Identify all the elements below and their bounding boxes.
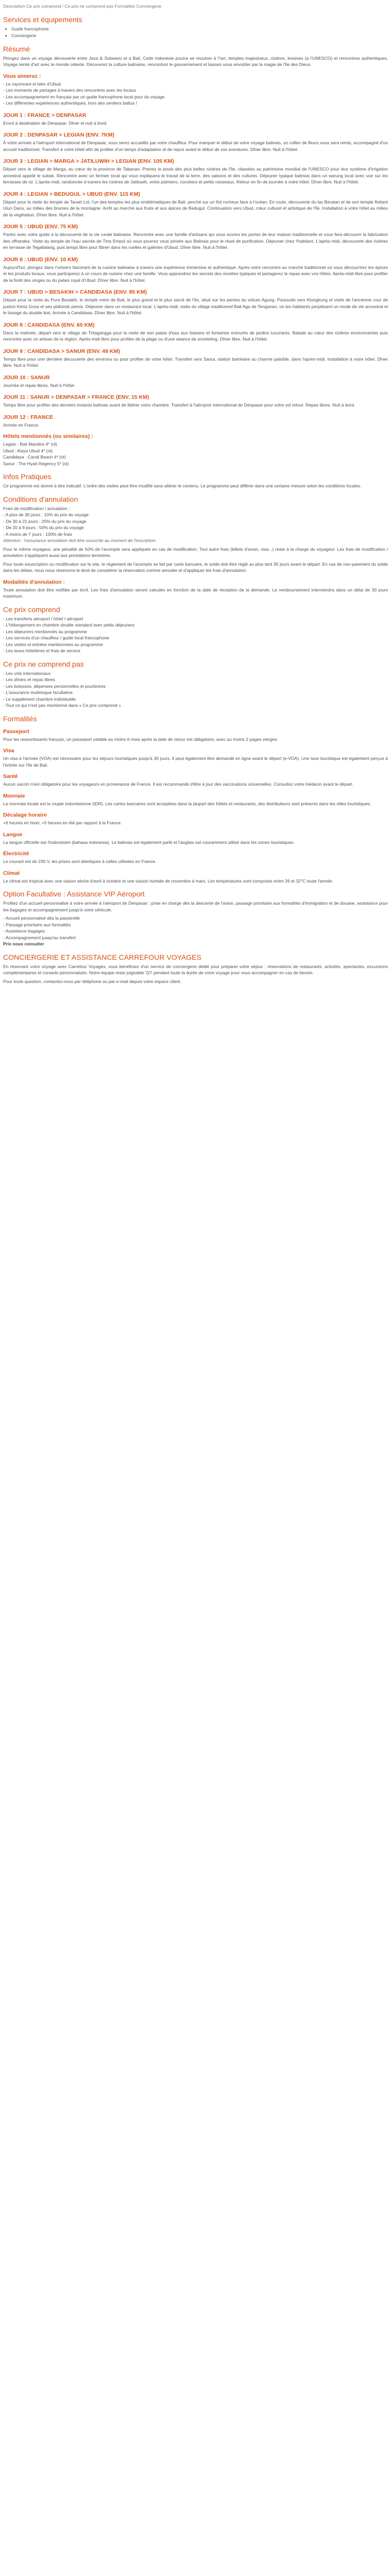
services-title: Services et équipements	[3, 15, 83, 24]
day-text: Temps libre pour une dernière découverte des environs ou pour profiter de votre hôtel. Transfert vers Sanur, station balnéaire au charme paisible, dans l'après-midi. Installation à votre hôtel. Dîner libre. Nuit à l'hôtel.	[3, 356, 388, 368]
day-title: JOUR 3 : LEGIAN > MARGA > JATILUWIH > LEGIAN (ENV. 105 KM)	[3, 158, 174, 164]
visa-text: Un visa à l'arrivée (VOA) est nécessaire pour les séjours touristiques jusqu'à 30 jours. Il peut également être demandé en ligne avant le départ (e-VOA). Une taxe touristique est également perçue à l'entrée sur l'île de Bali.	[3, 756, 388, 768]
day-text: Départ pour la visite du temple de Tanah Lot, l'un des temples les plus emblématiques de Bali, perché sur un îlot rocheux face à l'océan. En route, découverte du lac Beratan et de son temple flottant Ulun Danu, au milieu des brumes de la montagne. Arrêt au marché aux fruits et aux épices de Bedugul. Continuation vers Ubud, cœur culturel et artistique de l'île. Installation à votre hôtel au milieu de la végétation. Dîner libre. Nuit à l'hôtel.	[3, 199, 388, 217]
hotel-line: Ubud : Alaya Ubud 4* (nl)	[3, 448, 53, 453]
option-price: Prix nous consulter	[3, 941, 44, 946]
day-title: JOUR 4 : LEGIAN > BEDUGUL > UBUD (ENV. 115 KM)	[3, 191, 140, 197]
option-title: Option Facultative : Assistance VIP Aéroport	[3, 890, 145, 898]
list-item: - Les boissons, dépenses personnelles et pourboires	[3, 683, 106, 689]
langue-title: Langue	[3, 831, 23, 838]
climat-title: Climat	[3, 870, 20, 876]
list-item: - Les différentes expériences authentiques, hors des sentiers battus !	[3, 100, 137, 106]
health-title: Santé	[3, 773, 18, 779]
day-title: JOUR 10 : SANUR	[3, 374, 50, 381]
list-item: - Passage prioritaire aux formalités	[3, 922, 71, 927]
day-text: Aujourd'hui, plongez dans l'univers fascinant de la cuisine balinaise à travers une expérience immersive et authentique. Après votre rencontre au marché traditionnel où vous découvrirez les épices et les produits locaux, vous participerez à un cours de cuisine chez une famille. Vous apprendrez les secrets des recettes typiques et partagerez le repas avec vos hôtes. Après-midi libre pour profiter de la forêt des singes ou du palais royal d'Ubud. Dîner libre. Nuit à l'hôtel.	[3, 264, 388, 283]
day-text: Arrivée en France.	[3, 422, 39, 428]
health-text: Aucun vaccin n'est obligatoire pour les voyageurs en provenance de France. Il est recommandé d'être à jour des vaccinations universelles. Consultez votre médecin avant le départ.	[3, 782, 353, 787]
day-title: JOUR 6 : UBUD (ENV. 10 KM)	[3, 256, 78, 263]
day-text: Partez avec votre guide à la découverte de la vie rurale balinaise. Rencontre avec une famille d'artisans qui vous ouvrira les portes de leur maison traditionnelle et vous fera découvrir la fabrication des offrandes. Visite du temple de l'eau sacrée de Tirta Empul où vous pourrez vous joindre aux Balinais pour le rituel de purification. Déjeuner chez l'habitant. L'après-midi, découverte des rizières en terrasse de Tegallalang, puis temps libre pour flâner dans les ruelles et galeries d'Ubud. Dîner libre. Nuit à l'hôtel.	[3, 232, 388, 250]
day-text: Départ vers le village de Marga, au cœur de la province de Tabanan. Prenez le pouls des plus belles rizières de l'île, classées au patrimoine mondial de l'UNESCO pour leur système d'irrigation ancestral appelé le subak. Rencontre avec un fermier local qui vous expliquera le travail de la terre, des saisons et des cultures. Déjeuner typique balinais dans un warung local avec vue sur les terrasses de riz. L'après-midi, randonnée à travers les rizières de Jatiluwih, entre palmiers, cocotiers et petits ruisseaux. Retour en fin de journée à votre hôtel. Dîner libre. Nuit à l'hôtel.	[3, 166, 388, 184]
modalites-title: Modalités d'annulation :	[3, 579, 65, 585]
list-item: - Les vols internationaux	[3, 670, 51, 676]
money-title: Monnaie	[3, 792, 25, 799]
hotel-line: Sanur : The Hyatt Regency 5* (nl)	[3, 461, 69, 466]
list-item: - Le rayonnant et bien d'Ubud	[3, 81, 61, 87]
time-text: +6 heures en hiver, +5 heures en été par rapport à la France.	[3, 820, 122, 825]
day-title: JOUR 1 : FRANCE > DENPASAR	[3, 112, 87, 118]
time-title: Décalage horaire	[3, 812, 47, 818]
condition-line: - De 30 à 21 jours : 25% du prix du voyage	[3, 518, 87, 524]
services-list	[11, 26, 388, 39]
day-text: Dans la matinée, départ vers le village de Tirtagangga pour la visite de son palais d'eau aux bassins et fontaines entourés de jardins luxuriants. Balade au cœur des rizières environnantes puis rencontre avec un artisan de la région. Après-midi libre pour profiter de la plage ou d'une séance de snorkeling. Dîner libre. Nuit à l'hôtel.	[3, 330, 388, 342]
list-item: - L'hébergement en chambre double standard avec petits déjeuners	[3, 622, 135, 628]
list-item: - Les taxes hôtelières et frais de service	[3, 648, 80, 653]
hotel-line: Legian : Bali Mandira 4* (nl)	[3, 442, 57, 447]
page	[0, 0, 391, 985]
day-title: JOUR 2 : DENPASAR > LEGIAN (ENV. 7KM)	[3, 132, 115, 138]
passport-title: Passeport	[3, 728, 29, 735]
list-item: - Le supplément chambre individuelle	[3, 696, 76, 702]
list-item: - Accompagnement jusqu'au transfert	[3, 935, 76, 940]
day-title: JOUR 11 : SANUR > DENPASAR > FRANCE (ENV. 15 KM)	[3, 394, 149, 400]
list-item: - L'assurance multirisque facultative	[3, 690, 73, 695]
breadcrumb: Description Ce prix comprend / Ce prix ne comprend pas Formalités Conciergerie	[3, 4, 161, 9]
option-text: Profitez d'un accueil personnalisé à votre arrivée à l'aéroport de Denpasar : prise en charge dès la descente de l'avion, passage prioritaire aux formalités d'immigration et de douane, assistance pour les bagages et accompagnement jusqu'à votre véhicule.	[3, 901, 388, 912]
cout-text: Pour le même voyageur, une pénalité de 50% de l'acompte sera appliquée en cas de modification. Tout autre frais (billets d'avion, visa...) reste à la charge du voyageur. Les frais de modification / annulation s'appliquent aussi aux prestations terrestres.	[3, 546, 388, 558]
resume-title: Résumé	[3, 44, 30, 53]
money-text: La monnaie locale est la roupie indonésienne (IDR). Les cartes bancaires sont acceptées dans la plupart des hôtels et restaurants, des distributeurs sont présents dans les villes touristiques.	[3, 801, 371, 806]
list-item: - Les visites et entrées mentionnées au programme	[3, 641, 103, 647]
ne-comprend-pas-title: Ce prix ne comprend pas	[3, 659, 84, 668]
day-text: Journée et repas libres. Nuit à l'hôtel.	[3, 382, 76, 388]
day-title: JOUR 8 : CANDIDASA (ENV. 60 KM)	[3, 321, 95, 328]
day-title: JOUR 12 : FRANCE	[3, 414, 53, 420]
conciergerie-contact: Pour toute question, contactez-nous par téléphone ou par e-mail depuis votre espace client.	[3, 978, 182, 984]
condition-line: - A plus de 30 jours : 10% du prix du voyage	[3, 512, 89, 517]
day-title: JOUR 9 : CANDIDASA > SANUR (ENV. 49 KM)	[3, 348, 120, 354]
day-text: Temps libre pour profiter des derniers instants balinais avant de libérer votre chambre. Transfert à l'aéroport international de Denpasar pour votre vol retour. Repas libres. Nuit à bord.	[3, 402, 355, 408]
conditions-note: Attention : l'assurance annulation doit être souscrite au moment de l'inscription.	[3, 538, 157, 543]
resume-text: Plongez dans un voyage découverte entre Java & Sulawesi et à Bali. Cette indonésie pourra se résumer à 'l'art, temples majestueux, rizières, lessives (à l'UNESCO) et rencontres authentiques. Voyage teinté d'art avec le monde céleste. Découvrez la culture balinaise, rencontrez le gouvernement et laissez-vous envoûter par la magie de l'Ile des Dieux.	[3, 55, 388, 67]
infos-text: Ce programme est donné à titre indicatif. L'ordre des visites peut être modifié sans altérer le contenu. Le programme peut différer dans une certaine mesure selon les conditions locales.	[3, 483, 362, 488]
list-item: - Tout ce qui n'est pas mentionné dans « Ce prix comprend »	[3, 703, 121, 708]
condition-line: - A moins de 7 jours : 100% de frais	[3, 531, 72, 537]
list-item: - Assistance bagages	[3, 928, 45, 934]
conciergerie-text: En réservant votre voyage avec Carrefour Voyages, vous bénéficiez d'un service de conciergerie dédié pour préparer votre séjour : réservations de restaurants, activités, spectacles, excursions complémentaires et conseils personnalisés. Notre équipe reste joignable 7j/7 pendant toute la durée de votre voyage pour vous accompagner en cas de besoin.	[3, 963, 388, 975]
conditions-intro: Frais de modification / annulation :	[3, 505, 70, 511]
infos-title: Infos Pratiques	[3, 472, 52, 481]
list-item: - Les moments de partages à travers des rencontres avec les locaux	[3, 88, 136, 93]
list-item: • Conciergerie	[11, 32, 388, 39]
day-text: Départ pour la visite du Pura Besakih, le temple mère de Bali, le plus grand et le plus sacré de l'île, situé sur les pentes du volcan Agung. Poursuite vers Klungkung et visite de l'ancienne cour de justice Kerta Gosa et ses plafonds peints. Déjeuner dans un restaurant local. L'après-midi, visite du village traditionnel Bali Aga de Tenganan, où les habitants perpétuent un mode de vie ancestral et le tissage du double ikat. Arrivée à Candidasa. Dîner libre. Nuit à l'hôtel.	[3, 297, 388, 315]
list-item: - Les dîners et repas libres	[3, 677, 55, 682]
modalites-text: Toute annulation doit être notifiée par écrit. Les frais d'annulation seront calculés en fonction de la date de réception de la demande. Le remboursement interviendra dans un délai de 30 jours maximum.	[3, 587, 388, 599]
day-title: JOUR 7 : UBUD > BESAKIH > CANDIDASA (ENV. 85 KM)	[3, 289, 147, 295]
reglement-text: Pour toute souscription ou modification sur le site, le règlement de l'acompte se fait par carte bancaire, le solde doit être réglé au plus tard 30 jours avant le départ. En cas de non-paiement du solde dans les délais, nous nous réservons le droit de considérer la réservation comme annulée et d'appliquer les frais d'annulation.	[3, 561, 388, 573]
hotels-title: Hôtels mentionnés (ou similaires) :	[3, 433, 93, 439]
list-item: • Guide francophone	[11, 26, 388, 32]
passport-text: Pour les ressortissants français, un passeport valable au moins 6 mois après la date de retour est obligatoire, avec au moins 2 pages vierges.	[3, 736, 278, 742]
electric-text: Le courant est de 230 V, les prises sont identiques à celles utilisées en France.	[3, 859, 156, 864]
conciergerie-title: CONCIERGERIE ET ASSISTANCE CARREFOUR VOYAGES	[3, 953, 202, 961]
list-item: - Les services d'un chauffeur / guide local francophone	[3, 635, 109, 640]
langue-text: La langue officielle est l'indonésien (bahasa indonesia). Le balinais est également parlé et l'anglais est couramment utilisé dans les zones touristiques.	[3, 839, 295, 845]
electric-title: Électricité	[3, 851, 29, 857]
day-text: À votre arrivée à l'aéroport international de Denpasar, vous serez accueillis par votre chauffeur. Pour marquer le début de votre voyage balinais, un collier de fleurs vous sera remis, accompagné d'un accueil traditionnel. Transfert à votre hôtel afin de profiter d'un temps d'adaptation et de repos avant le début de vos aventures. Dîner libre. Nuit à l'hôtel.	[3, 140, 388, 152]
list-item: - Les transferts aéroport / hôtel / aéroport	[3, 616, 83, 621]
ce-prix-comprend-title: Ce prix comprend	[3, 605, 60, 614]
condition-line: - De 20 à 8 jours : 50% du prix du voyage	[3, 525, 84, 530]
climat-text: Le climat est tropical avec une saison sèche d'avril à octobre et une saison humide de novembre à mars. Les températures sont comprises entre 26 et 32°C toute l'année.	[3, 878, 333, 884]
day-title: JOUR 5 : UBUD (ENV. 75 KM)	[3, 224, 78, 230]
vous-aimerez-title: Vous aimerez :	[3, 73, 41, 79]
list-item: - Accueil personnalisé dès la passerelle	[3, 916, 80, 921]
formalites-title: Formalités	[3, 714, 37, 723]
conditions-title: Conditions d'annulation	[3, 495, 78, 503]
hotel-line: Candidasa : Candi Beach 4* (nl)	[3, 454, 66, 460]
list-item: - Les accompagnement en français par un guide francophone local pour du voyage	[3, 94, 165, 99]
day-text: Envol à destination de Denpasar. Dîner et nuit à bord.	[3, 120, 108, 126]
list-item: - Les déjeuners mentionnés au programme	[3, 629, 87, 634]
visa-title: Visa	[3, 748, 14, 754]
